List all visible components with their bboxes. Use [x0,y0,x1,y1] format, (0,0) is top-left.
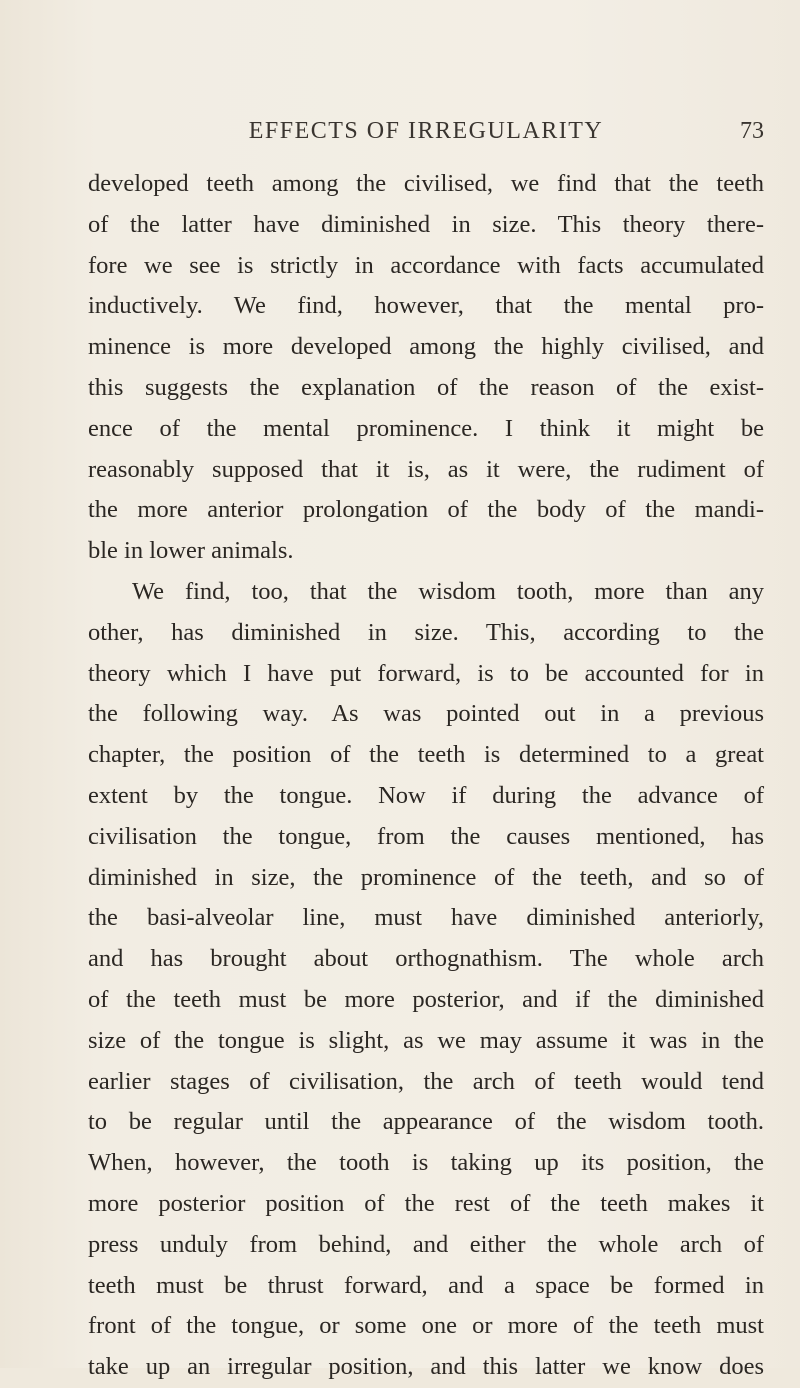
text-line: earlier stages of civilisation, the arch of teeth would tend [88,1067,764,1095]
text-line: reasonably supposed that it is, as it were, the rudiment of [88,455,764,483]
text-line: press unduly from behind, and either the whole arch of [88,1230,764,1258]
text-line: chapter, the position of the teeth is determined to a great [88,741,764,769]
text-line: of the latter have diminished in size. This theory there- [88,210,764,238]
text-line: more posterior position of the rest of the teeth makes it [88,1189,764,1217]
text-line: other, has diminished in size. This, according to the [88,618,764,646]
running-head: EFFECTS OF IRREGULARITY [248,118,604,144]
paragraph-start-line: We find, too, that the wisdom tooth, more than any [132,577,764,605]
text-line: the following way. As was pointed out in a previous [88,700,764,728]
text-line: theory which I have put forward, is to be accounted for in [88,659,764,687]
text-line: When, however, the tooth is taking up its position, the [88,1149,764,1177]
page-number: 73 [740,118,764,144]
text-line: this suggests the explanation of the reason of the exist- [88,373,764,401]
text-line: inductively. We find, however, that the mental pro- [88,292,764,320]
text-line: take up an irregular position, and this latter we know does [88,1353,764,1381]
paragraph-end-line: ble in lower animals. [88,537,294,565]
body-text [88,164,764,1388]
text-line: teeth must be thrust forward, and a space be formed in [88,1271,764,1299]
text-line: extent by the tongue. Now if during the advance of [88,781,764,809]
text-line: ence of the mental prominence. I think it might be [88,414,764,442]
page-header [88,118,764,148]
text-line: to be regular until the appearance of the wisdom tooth. [88,1108,764,1136]
text-line: the more anterior prolongation of the body of the mandi- [88,496,764,524]
text-line: the basi-alveolar line, must have diminished anteriorly, [88,904,764,932]
text-line: diminished in size, the prominence of the teeth, and so of [88,863,764,891]
text-line: size of the tongue is slight, as we may assume it was in the [88,1026,764,1054]
text-line: civilisation the tongue, from the causes mentioned, has [88,822,764,850]
text-line: minence is more developed among the highly civilised, and [88,333,764,361]
text-line: front of the tongue, or some one or more of the teeth must [88,1312,764,1340]
text-line: fore we see is strictly in accordance with facts accumulated [88,251,764,279]
text-line: developed teeth among the civilised, we find that the teeth [88,170,764,197]
text-line: and has brought about orthognathism. The whole arch [88,945,764,973]
text-line: of the teeth must be more posterior, and if the diminished [88,985,764,1013]
